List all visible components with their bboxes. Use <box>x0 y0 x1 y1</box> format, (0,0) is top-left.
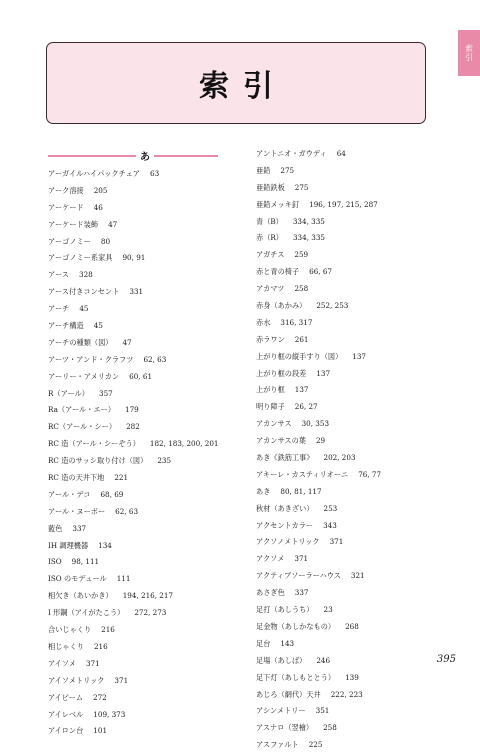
index-term: アカンサスの葉 <box>256 436 306 446</box>
index-entry <box>256 433 426 450</box>
index-entry <box>256 214 426 231</box>
index-term: 足打（あしうち） <box>256 605 314 615</box>
index-term: アカンサス <box>256 419 292 429</box>
index-pages: 337 <box>294 588 309 598</box>
index-entry <box>256 703 426 720</box>
index-term: アーケード <box>48 202 84 212</box>
index-term: 足下灯（あしもととう） <box>256 672 336 682</box>
index-term: アーゴノミー系家具 <box>48 253 113 263</box>
index-term: 赤身（あかみ） <box>256 301 307 311</box>
index-entry <box>48 369 218 386</box>
index-pages: 134 <box>98 540 112 550</box>
index-pages: 62, 63 <box>143 354 167 364</box>
index-term: アール・ヌーボー <box>48 506 106 516</box>
index-term: アキーレ・カスティリオーニ <box>256 469 349 479</box>
index-entry <box>256 298 426 315</box>
index-term: 相じゃくり <box>48 641 84 651</box>
index-pages: 371 <box>85 658 100 668</box>
index-term: I 形鋼（アイがたこう） <box>48 608 125 618</box>
index-entry <box>48 538 218 555</box>
index-entry <box>256 518 426 535</box>
index-pages: 47 <box>108 219 118 229</box>
index-entry <box>256 484 426 501</box>
index-term: アントニオ・ガウディ <box>256 149 327 158</box>
page-title: 索引 <box>199 69 287 104</box>
index-term: アイビーム <box>48 692 84 702</box>
index-pages: 205 <box>93 185 108 195</box>
index-entry <box>256 264 426 281</box>
index-pages: 137 <box>352 351 366 361</box>
index-term: アシンメトリー <box>256 706 306 716</box>
index-entry <box>48 554 218 571</box>
index-entry <box>48 622 218 639</box>
index-pages: 334, 335 <box>292 233 325 243</box>
index-pages: 272 <box>93 692 107 702</box>
index-pages: 258 <box>323 723 337 733</box>
index-entry <box>48 284 218 301</box>
index-term: あじろ（網代）天井 <box>256 689 321 699</box>
index-pages: 202, 203 <box>323 453 356 463</box>
index-term: 上がり框 <box>256 385 285 395</box>
index-pages: 101 <box>93 726 108 736</box>
index-term: 足金物（あしかなもの） <box>256 621 336 631</box>
index-term: ISO <box>48 557 62 567</box>
index-term: アーツ・アンド・クラフツ <box>48 354 134 364</box>
index-term: アール・デコ <box>48 489 91 499</box>
index-pages: 259 <box>294 250 309 260</box>
index-pages: 221 <box>114 473 129 483</box>
index-entry <box>48 673 218 690</box>
index-entry <box>256 670 426 687</box>
index-entry <box>48 588 218 605</box>
index-entry <box>48 234 218 251</box>
index-term: Ra（アール・エー） <box>48 405 116 415</box>
index-pages: 331 <box>129 287 144 297</box>
index-term: 上がり框の段差 <box>256 368 307 378</box>
index-pages: 343 <box>323 520 337 530</box>
index-list-right <box>256 146 426 754</box>
page-number: 395 <box>436 654 456 665</box>
index-term: RC（アール・シー） <box>48 422 117 432</box>
index-pages: 253 <box>323 503 338 513</box>
index-entry <box>48 183 218 200</box>
index-pages: 62, 63 <box>115 506 139 516</box>
index-entry <box>256 720 426 737</box>
index-term: 合いじゃくり <box>48 625 92 635</box>
index-entry <box>48 166 218 183</box>
index-entry <box>256 281 426 298</box>
index-entry <box>48 605 218 622</box>
index-pages: 334, 335 <box>292 216 325 226</box>
index-term: RC 造のサッシ取り付け（図） <box>48 456 148 466</box>
index-term: R（アール） <box>48 388 89 398</box>
index-entry <box>48 656 218 673</box>
index-term: 赤水 <box>256 317 271 327</box>
index-pages: 246 <box>316 655 331 665</box>
index-term: アーチ構造 <box>48 321 84 331</box>
index-entry <box>48 521 218 538</box>
index-term: RC 造（アール・シーぞう） <box>48 439 140 449</box>
index-pages: 337 <box>72 523 87 533</box>
index-term: 足台 <box>256 638 271 648</box>
index-pages: 64 <box>336 149 346 158</box>
index-term: アーケード装飾 <box>48 219 99 229</box>
index-entry <box>48 200 218 217</box>
index-entry <box>256 467 426 484</box>
index-pages: 235 <box>157 456 172 466</box>
index-entry <box>48 267 218 284</box>
index-term: RC 造の天井下地 <box>48 473 105 483</box>
index-term: アーリー・アメリカン <box>48 371 120 381</box>
index-pages: 137 <box>294 385 309 395</box>
index-pages: 371 <box>114 675 129 685</box>
index-entry <box>256 230 426 247</box>
index-entry <box>256 332 426 349</box>
index-entry <box>256 197 426 214</box>
index-pages: 90, 91 <box>122 253 146 263</box>
index-term: 相欠き（あいかき） <box>48 591 113 601</box>
index-term: アクセントカラー <box>256 520 314 530</box>
index-entry <box>48 352 218 369</box>
index-entry <box>48 419 218 436</box>
index-entry <box>48 318 218 335</box>
index-term: あき <box>256 486 271 496</box>
section-rule <box>48 155 218 157</box>
index-term: アーチの種類（図） <box>48 337 113 347</box>
index-entry <box>48 723 218 740</box>
index-term: アイソメトリック <box>48 675 105 685</box>
index-term: アーク溶接 <box>48 185 84 195</box>
index-entry <box>256 163 426 180</box>
index-pages: 80, 81, 117 <box>280 486 322 496</box>
index-entry <box>256 349 426 366</box>
index-entry <box>256 534 426 551</box>
index-entry <box>256 180 426 197</box>
index-pages: 179 <box>125 405 139 415</box>
index-entry <box>48 301 218 318</box>
index-term: アーチ <box>48 304 70 314</box>
index-term: アクソノメトリック <box>256 537 320 547</box>
index-entry <box>256 366 426 383</box>
index-entry <box>48 487 218 504</box>
index-pages: 66, 67 <box>309 267 333 277</box>
index-term: アイロン台 <box>48 726 84 736</box>
index-entry <box>48 639 218 656</box>
index-pages: 60, 61 <box>129 371 153 381</box>
index-entry <box>256 687 426 704</box>
index-pages: 351 <box>315 706 330 716</box>
index-pages: 76, 77 <box>358 469 382 479</box>
index-pages: 258 <box>294 284 309 294</box>
index-pages: 26, 27 <box>294 402 318 412</box>
index-term: 亜鉛 <box>256 165 271 175</box>
index-term: アクソメ <box>256 554 285 564</box>
index-pages: 45 <box>93 321 103 331</box>
index-pages: 357 <box>99 388 113 398</box>
index-entry <box>256 585 426 602</box>
index-term: 上がり框の縦手すり（図） <box>256 351 343 361</box>
index-pages: 63 <box>150 169 160 178</box>
index-term: アイレベル <box>48 709 84 719</box>
index-term: 秋材（あきざい） <box>256 503 314 513</box>
index-pages: 196, 197, 215, 287 <box>309 199 378 209</box>
index-entry <box>256 315 426 332</box>
section-kana: あ <box>136 148 154 163</box>
index-column-left <box>48 146 218 740</box>
index-entry <box>256 382 426 399</box>
index-entry <box>256 146 426 163</box>
index-term: アクティブソーラーハウス <box>256 571 341 581</box>
index-entry <box>48 690 218 707</box>
index-pages: 137 <box>316 368 331 378</box>
index-pages: 111 <box>116 574 131 584</box>
index-pages: 139 <box>345 672 359 682</box>
index-entry <box>256 737 426 754</box>
index-entry <box>48 250 218 267</box>
index-pages: 222, 223 <box>330 689 363 699</box>
title-banner <box>46 42 426 124</box>
index-pages: 268 <box>345 621 359 631</box>
index-pages: 45 <box>79 304 89 314</box>
index-list-left <box>48 166 218 740</box>
index-pages: 23 <box>323 605 333 615</box>
index-term: アカマツ <box>256 284 285 294</box>
index-pages: 272, 273 <box>134 608 167 618</box>
index-term: 赤（R） <box>256 233 283 243</box>
index-pages: 252, 253 <box>316 301 349 311</box>
index-pages: 216 <box>101 625 115 635</box>
index-entry <box>48 470 218 487</box>
index-pages: 261 <box>294 334 309 344</box>
index-entry <box>256 450 426 467</box>
index-entry <box>48 217 218 234</box>
index-term: アース <box>48 270 69 280</box>
index-term: 藍色 <box>48 523 63 533</box>
index-entry <box>256 416 426 433</box>
index-term: アーガイルハイパックチェア <box>48 169 140 178</box>
index-term: アーゴノミー <box>48 236 91 246</box>
index-pages: 68, 69 <box>100 489 124 499</box>
index-term: 赤ラワン <box>256 334 285 344</box>
index-term: アスファルト <box>256 740 299 750</box>
index-term: アイソメ <box>48 658 76 668</box>
index-pages: 46 <box>93 202 103 212</box>
index-pages: 216 <box>93 641 108 651</box>
section-heading <box>48 146 218 164</box>
index-entry <box>256 551 426 568</box>
index-term: 青（B） <box>256 216 283 226</box>
index-entry <box>48 504 218 521</box>
index-pages: 275 <box>294 182 309 192</box>
index-pages: 316, 317 <box>280 317 313 327</box>
index-entry <box>256 653 426 670</box>
index-entry <box>48 707 218 724</box>
index-pages: 321 <box>350 571 365 581</box>
index-entry <box>256 602 426 619</box>
index-term: 亜鉛メッキ釘 <box>256 199 300 209</box>
index-column-right <box>256 146 426 754</box>
index-entry <box>48 571 218 588</box>
index-term: IH 調理機器 <box>48 540 89 550</box>
index-term: あさぎ色 <box>256 588 285 598</box>
index-term: 亜鉛鉄板 <box>256 182 285 192</box>
index-term: アスナロ（翌檜） <box>256 723 314 733</box>
index-pages: 225 <box>308 740 323 750</box>
index-pages: 143 <box>280 638 295 648</box>
index-pages: 194, 216, 217 <box>122 591 173 601</box>
index-pages: 29 <box>315 436 326 446</box>
index-pages: 182, 183, 200, 201 <box>149 439 219 449</box>
index-entry <box>48 436 218 453</box>
index-term: アース付きコンセント <box>48 287 120 297</box>
index-pages: 275 <box>280 165 295 175</box>
index-pages: 80 <box>100 236 111 246</box>
index-entry <box>48 386 218 403</box>
index-pages: 328 <box>79 270 93 280</box>
index-pages: 282 <box>126 422 140 432</box>
index-entry <box>256 636 426 653</box>
index-entry <box>48 402 218 419</box>
index-entry <box>256 501 426 518</box>
index-pages: 371 <box>329 537 344 547</box>
index-pages: 109, 373 <box>93 709 126 719</box>
index-term: ISO のモデュール <box>48 574 107 584</box>
index-term: 赤と青の椅子 <box>256 267 300 277</box>
index-entry <box>256 399 426 416</box>
index-entry <box>48 453 218 470</box>
index-term: 明り障子 <box>256 402 285 412</box>
index-side-tab: 索引 <box>458 30 480 76</box>
index-term: アガチス <box>256 250 285 260</box>
index-entry <box>48 335 218 352</box>
index-pages: 371 <box>294 554 309 564</box>
index-pages: 47 <box>122 337 132 347</box>
index-entry <box>256 568 426 585</box>
index-entry <box>256 619 426 636</box>
index-term: あき《鉄筋工事》 <box>256 453 314 463</box>
index-pages: 98, 111 <box>71 557 100 567</box>
index-term: 足場（あしば） <box>256 655 307 665</box>
index-pages: 30, 353 <box>301 419 330 429</box>
index-entry <box>256 247 426 264</box>
